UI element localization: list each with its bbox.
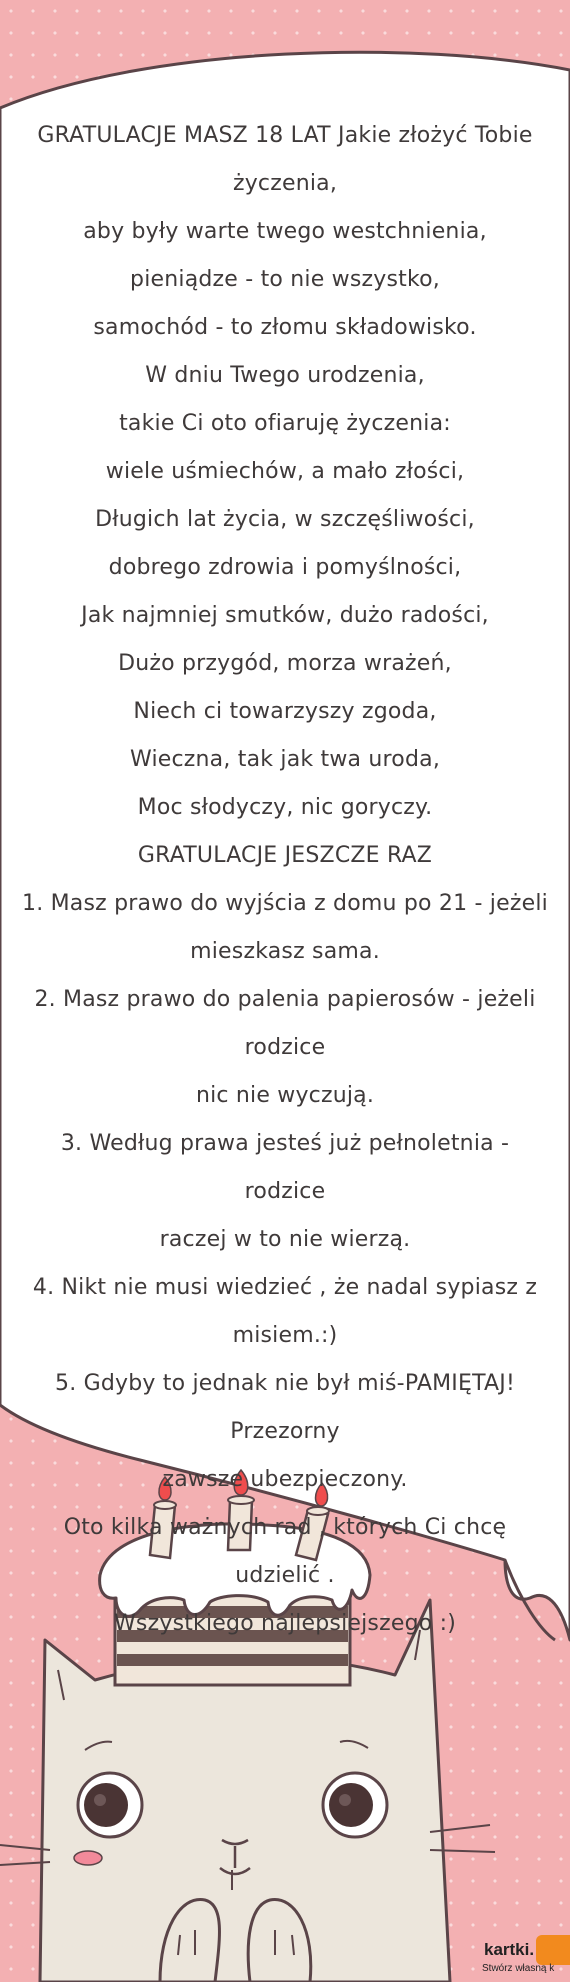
message-line: wiele uśmiechów, a mało złości,: [105, 459, 465, 484]
message-line: Jak najmniej smutków, dużo radości,: [81, 603, 489, 628]
message-line: takie Ci oto ofiaruję życzenia:: [119, 411, 451, 436]
message-line: mieszkasz sama.: [190, 939, 380, 964]
message-line: życzenia,: [232, 171, 338, 196]
message-line: misiem.:): [232, 1323, 338, 1348]
message-line: 4. Nikt nie musi wiedzieć , że nadal sypiasz z: [32, 1275, 538, 1300]
message-line: Wieczna, tak jak twa uroda,: [129, 747, 441, 772]
message-line: nic nie wyczują.: [195, 1083, 375, 1108]
message-line: 1. Masz prawo do wyjścia z domu po 21 - jeżeli: [22, 891, 548, 916]
card-message: [18, 112, 552, 1648]
message-line: aby były warte twego westchnienia,: [83, 219, 487, 244]
message-line: raczej w to nie wierzą.: [159, 1227, 411, 1252]
cat-left-eye: [78, 1773, 142, 1837]
message-line: dobrego zdrowia i pomyślności,: [108, 555, 462, 580]
kartki-logo[interactable]: [474, 1930, 570, 1982]
message-line: Długich lat życia, w szczęśliwości,: [95, 507, 475, 532]
logo-badge-icon: [536, 1935, 570, 1965]
message-line: zawsze ubezpieczony.: [162, 1467, 408, 1492]
message-line: 3. Według prawa jesteś już pełnoletnia - rodzice: [60, 1131, 510, 1204]
message-line: pieniądze - to nie wszystko,: [130, 267, 440, 292]
cat-right-eye: [323, 1773, 387, 1837]
message-line: Dużo przygód, morza wrażeń,: [118, 651, 452, 676]
cat-blush: [74, 1851, 102, 1865]
message-line: Wszystkiego najlepsiejszego :): [113, 1611, 456, 1636]
message-line: Moc słodyczy, nic goryczy.: [137, 795, 433, 820]
message-line: samochód - to złomu składowisko.: [93, 315, 477, 340]
message-line: Oto kilka ważnych rad , których Ci chcę udzielić .: [63, 1515, 507, 1588]
message-line: 5. Gdyby to jednak nie był miś-PAMIĘTAJ! Przezorny: [55, 1371, 515, 1444]
logo-tagline: Stwórz własną k: [482, 1963, 555, 1974]
message-line: GRATULACJE JESZCZE RAZ: [137, 843, 433, 868]
logo-brand: kartki.: [484, 1940, 535, 1959]
message-line: 2. Masz prawo do palenia papierosów - jeżeli rodzice: [34, 987, 536, 1060]
message-line: GRATULACJE MASZ 18 LAT Jakie złożyć Tobie: [37, 123, 533, 148]
message-line: W dniu Twego urodzenia,: [145, 363, 425, 388]
message-line: Niech ci towarzyszy zgoda,: [133, 699, 437, 724]
